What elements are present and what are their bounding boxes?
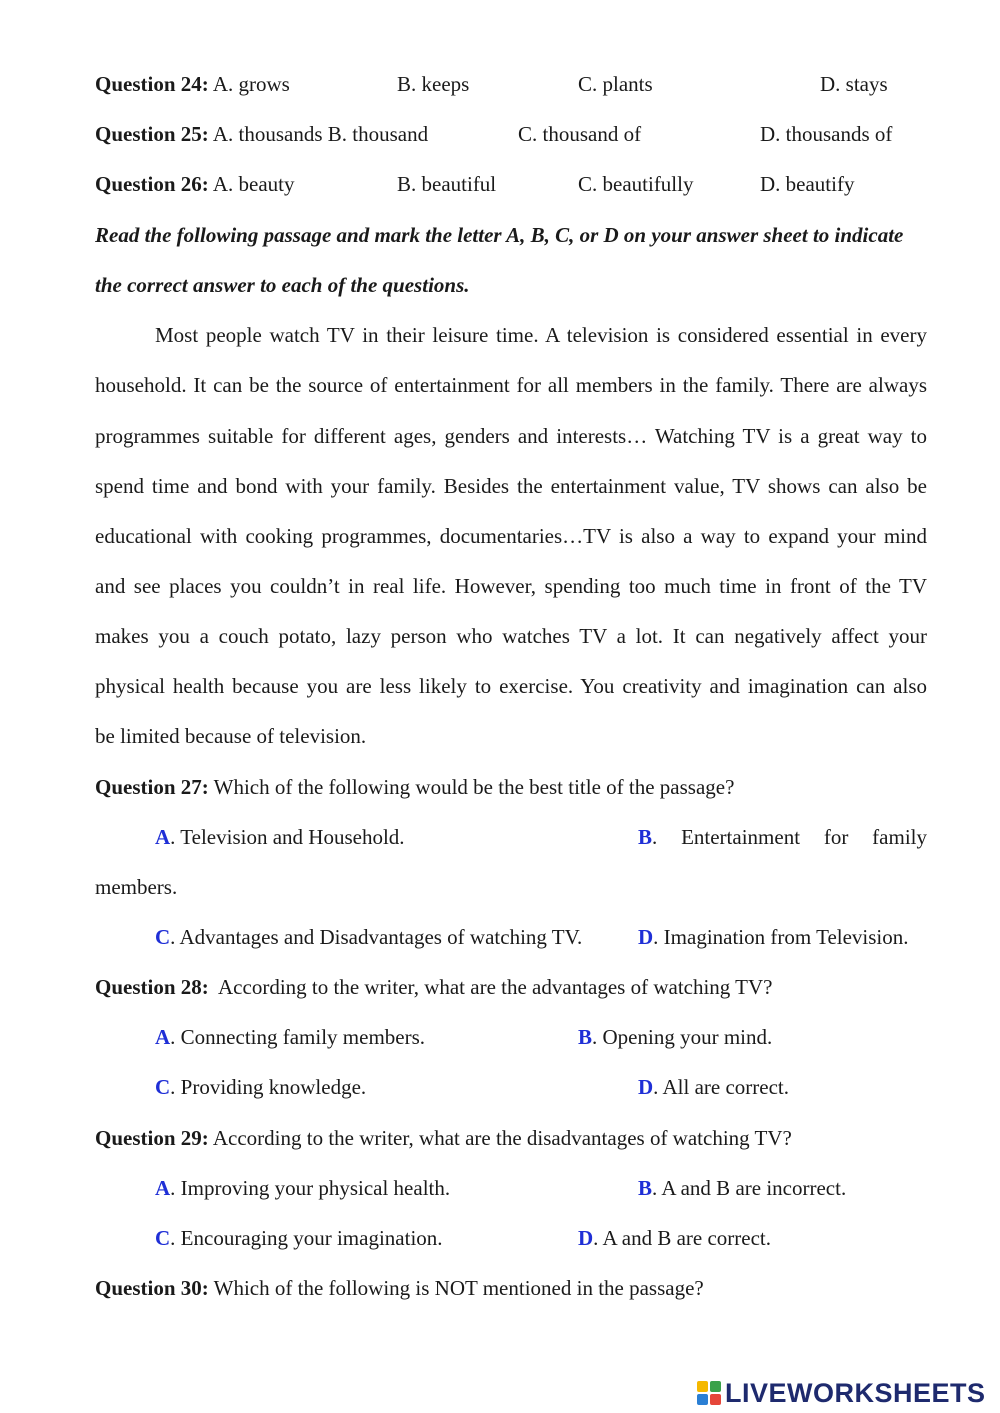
option-text: . Providing knowledge. xyxy=(170,1075,367,1099)
option-d xyxy=(638,1075,789,1100)
option-letter: D xyxy=(638,925,654,949)
question-28 xyxy=(95,975,773,1000)
liveworksheets-logo xyxy=(697,1376,986,1410)
option-b: B. Entertainment for family xyxy=(638,825,927,849)
passage-line-4: spend time and bond with your family. Besides the entertainment value, TV shows can also be xyxy=(95,474,927,498)
instruction-line-2: the correct answer to each of the questions. xyxy=(95,273,470,297)
option-letter: D xyxy=(638,1075,654,1099)
passage-line-9: be limited because of television. xyxy=(95,724,367,748)
option-d xyxy=(578,1226,771,1251)
option-d: D. stays xyxy=(820,72,888,96)
option-a: A. grows xyxy=(212,72,290,96)
option-b-continued: members. xyxy=(95,875,178,899)
option-text: . A and B are correct. xyxy=(593,1226,772,1250)
option-b: B. keeps xyxy=(397,72,470,96)
option-letter: B xyxy=(578,1025,593,1049)
question-label: Question 29: xyxy=(95,1126,209,1150)
option-letter: C xyxy=(155,1075,171,1099)
instruction-line-1: Read the following passage and mark the letter A, B, C, or D on your answer sheet to indicate xyxy=(95,223,904,247)
option-a: A. beauty xyxy=(212,172,295,196)
option-text: . Television and Household. xyxy=(170,825,405,849)
option-letter: C xyxy=(155,925,171,949)
passage-line-7: makes you a couch potato, lazy person who watches TV a lot. It can negatively affect your xyxy=(95,624,927,648)
question-label: Question 27: xyxy=(95,775,209,799)
passage-line-3: programmes suitable for different ages, genders and interests… Watching TV is a great way to xyxy=(95,424,927,448)
option-d: D. thousands of xyxy=(760,122,893,146)
option-text: . Connecting family members. xyxy=(170,1025,426,1049)
option-d xyxy=(638,925,909,950)
option-a xyxy=(155,1025,425,1050)
option-c: C. plants xyxy=(578,72,653,96)
option-letter: A xyxy=(155,1176,171,1200)
option-text: for xyxy=(823,825,849,849)
passage-line-5: educational with cooking programmes, documentaries…TV is also a way to expand your mind xyxy=(95,524,927,548)
option-text: . A and B are incorrect. xyxy=(652,1176,847,1200)
passage-line-2: household. It can be the source of entertainment for all members in the family. There are always xyxy=(95,373,927,397)
option-c: C. beautifully xyxy=(578,172,694,196)
question-29 xyxy=(95,1126,792,1151)
option-text: . Advantages and Disadvantages of watching TV. xyxy=(170,925,583,949)
option-b: B. beautiful xyxy=(397,172,497,196)
option-b: B. thousand xyxy=(327,122,429,146)
question-label: Question 26: xyxy=(95,172,209,196)
question-text: Which of the following would be the best title of the passage? xyxy=(213,775,735,799)
option-a xyxy=(155,825,405,850)
liveworksheets-wordmark: LIVEWORKSHEETS xyxy=(725,1377,986,1408)
liveworksheets-mark-icon xyxy=(697,1381,721,1405)
option-c xyxy=(155,1075,366,1100)
option-letter: A xyxy=(155,1025,171,1049)
option-text: . All are correct. xyxy=(653,1075,790,1099)
option-letter: D xyxy=(578,1226,594,1250)
passage-line-8: physical health because you are less likely to exercise. You creativity and imagination can also xyxy=(95,674,927,698)
question-text: Which of the following is NOT mentioned in the passage? xyxy=(213,1276,704,1300)
option-text: family xyxy=(872,825,927,849)
option-text: . Encouraging your imagination. xyxy=(170,1226,443,1250)
option-a xyxy=(155,1176,450,1201)
question-label: Question 28: xyxy=(95,975,209,999)
question-label: Question 30: xyxy=(95,1276,209,1300)
option-b xyxy=(578,1025,772,1050)
question-27 xyxy=(95,775,734,800)
option-letter: B xyxy=(638,825,653,849)
passage-line-1: Most people watch TV in their leisure time. A television is considered essential in every xyxy=(155,323,927,347)
question-30 xyxy=(95,1276,704,1301)
question-text: According to the writer, what are the disadvantages of watching TV? xyxy=(212,1126,792,1150)
question-label: Question 24: xyxy=(95,72,209,96)
option-text: . Opening your mind. xyxy=(592,1025,773,1049)
option-a: A. thousands xyxy=(212,122,323,146)
option-b xyxy=(638,1176,846,1201)
option-letter: B xyxy=(638,1176,653,1200)
option-text: . Improving your physical health. xyxy=(170,1176,451,1200)
option-letter: A xyxy=(155,825,171,849)
question-24 xyxy=(95,72,290,97)
passage-line-6: and see places you couldn’t in real life. However, spending too much time in front of the TV xyxy=(95,574,927,598)
option-c: C. thousand of xyxy=(518,122,642,146)
question-25 xyxy=(95,122,428,147)
option-text: . Imagination from Television. xyxy=(653,925,909,949)
option-letter: C xyxy=(155,1226,171,1250)
option-c xyxy=(155,925,582,950)
question-26 xyxy=(95,172,295,197)
question-text: According to the writer, what are the advantages of watching TV? xyxy=(218,975,773,999)
option-c xyxy=(155,1226,443,1251)
question-label: Question 25: xyxy=(95,122,209,146)
option-d: D. beautify xyxy=(760,172,855,196)
option-text: Entertainment xyxy=(681,825,801,849)
